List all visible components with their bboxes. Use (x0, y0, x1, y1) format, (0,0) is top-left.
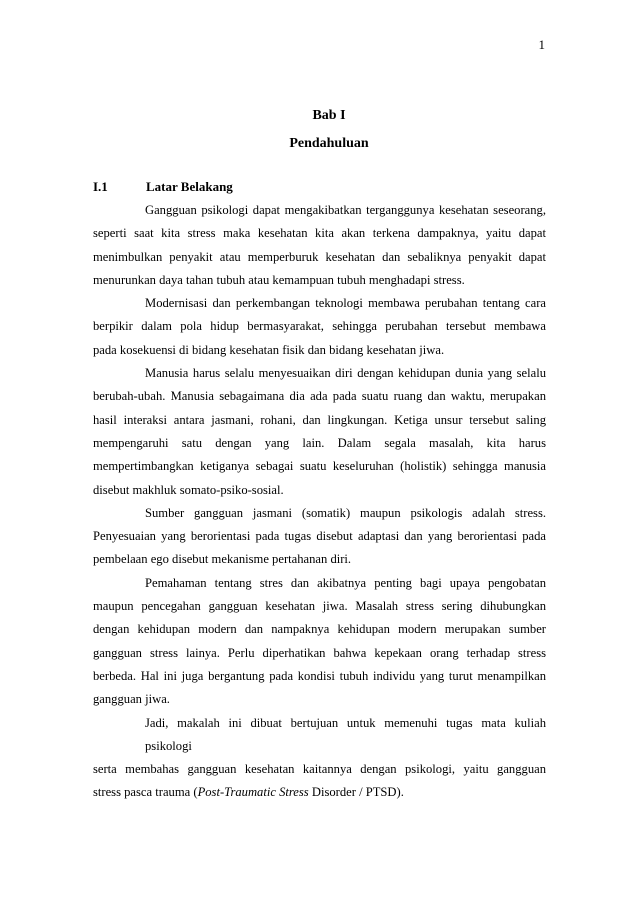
body-text (93, 199, 546, 805)
paragraph (93, 362, 546, 502)
paragraph-line: menurunkan daya tahan tubuh atau kemampuan tubuh menghadapi stress. (93, 272, 465, 287)
paragraph-line: Gangguan psikologi dapat mengakibatkan terganggunya kesehatan seseorang, (145, 203, 546, 217)
section-heading (93, 179, 233, 195)
paragraph-line: Manusia harus selalu menyesuaikan diri dengan kehidupan dunia yang selalu (145, 366, 546, 381)
paragraph-line: pada kosekuensi di bidang kesehatan fisik dan bidang kesehatan jiwa. (93, 342, 445, 357)
paragraph (93, 292, 546, 362)
paragraph-line: disebut makhluk somato-psiko-sosial. (93, 482, 284, 497)
paragraph-line: pembelaan ego disebut mekanisme pertahanan diri. (93, 552, 352, 567)
paragraph-line: maupun pencegahan gangguan kesehatan jiwa. Masalah stress sering dihubungkan (93, 599, 546, 614)
chapter-label: Bab I (312, 108, 346, 123)
paragraph-line: dengan kehidupan modern dan nampaknya kehidupan modern merupakan sumber (93, 622, 546, 637)
section-number: I.1 (93, 179, 108, 194)
italic-term: Post-Traumatic Stress (197, 785, 309, 800)
paragraph-line: gangguan stress lainya. Perlu diperhatikan bahwa kepekaan orang terhadap stress (93, 645, 546, 660)
paragraph-line: serta membahas gangguan kesehatan kaitannya dengan psikologi, yaitu gangguan (93, 762, 546, 777)
line-text: Disorder / PTSD). (308, 785, 404, 800)
paragraph-line: seperti saat kita stress maka kesehatan kita akan terkena dampaknya, yaitu dapat (93, 226, 546, 241)
paragraph-line: mempengaruhi satu dengan yang lain. Dalam segala masalah, kita harus (93, 435, 546, 450)
paragraph-line: Penyesuaian yang berorientasi pada tugas disebut adaptasi dan yang berorientasi pada (93, 529, 546, 544)
paragraph (93, 502, 546, 572)
paragraph (93, 199, 546, 292)
paragraph-line: Sumber gangguan jasmani (somatik) maupun psikologis adalah stress. (145, 505, 546, 520)
paragraph-line: Modernisasi dan perkembangan teknologi membawa perubahan tentang cara (145, 296, 546, 311)
page-number: 1 (538, 37, 545, 52)
paragraph-line: gangguan jiwa. (93, 692, 170, 707)
paragraph-line: berubah-ubah. Manusia sebagaimana dia ada pada suatu ruang dan waktu, merupakan (93, 389, 546, 404)
paragraph-line: berpikir dalam pola hidup bermasyarakat, sehingga perubahan tersebut membawa (93, 319, 546, 334)
chapter-title: Pendahuluan (289, 136, 369, 151)
paragraph-line: berbeda. Hal ini juga bergantung pada kondisi tubuh individu yang turut menampilkan (93, 668, 546, 683)
section-title: Latar Belakang (146, 179, 233, 194)
paragraph-line: mempertimbangkan ketiganya sebagai suatu keseluruhan (holistik) sehingga manusia (93, 459, 546, 474)
paragraph (93, 572, 546, 712)
paragraph-line: hasil interaksi antara jasmani, rohani, dan lingkungan. Ketiga unsur tersebut saling (93, 412, 546, 427)
paragraph-line (93, 781, 546, 804)
paragraph (93, 712, 546, 805)
paragraph-line: menimbulkan penyakit atau memperburuk kesehatan dan sebaliknya penyakit dapat (93, 249, 546, 264)
paragraph-line: Jadi, makalah ini dibuat bertujuan untuk memenuhi tugas mata kuliah psikologi (145, 715, 546, 753)
line-text: stress pasca trauma ( (93, 785, 198, 800)
paragraph-line: Pemahaman tentang stres dan akibatnya penting bagi upaya pengobatan (145, 575, 546, 590)
